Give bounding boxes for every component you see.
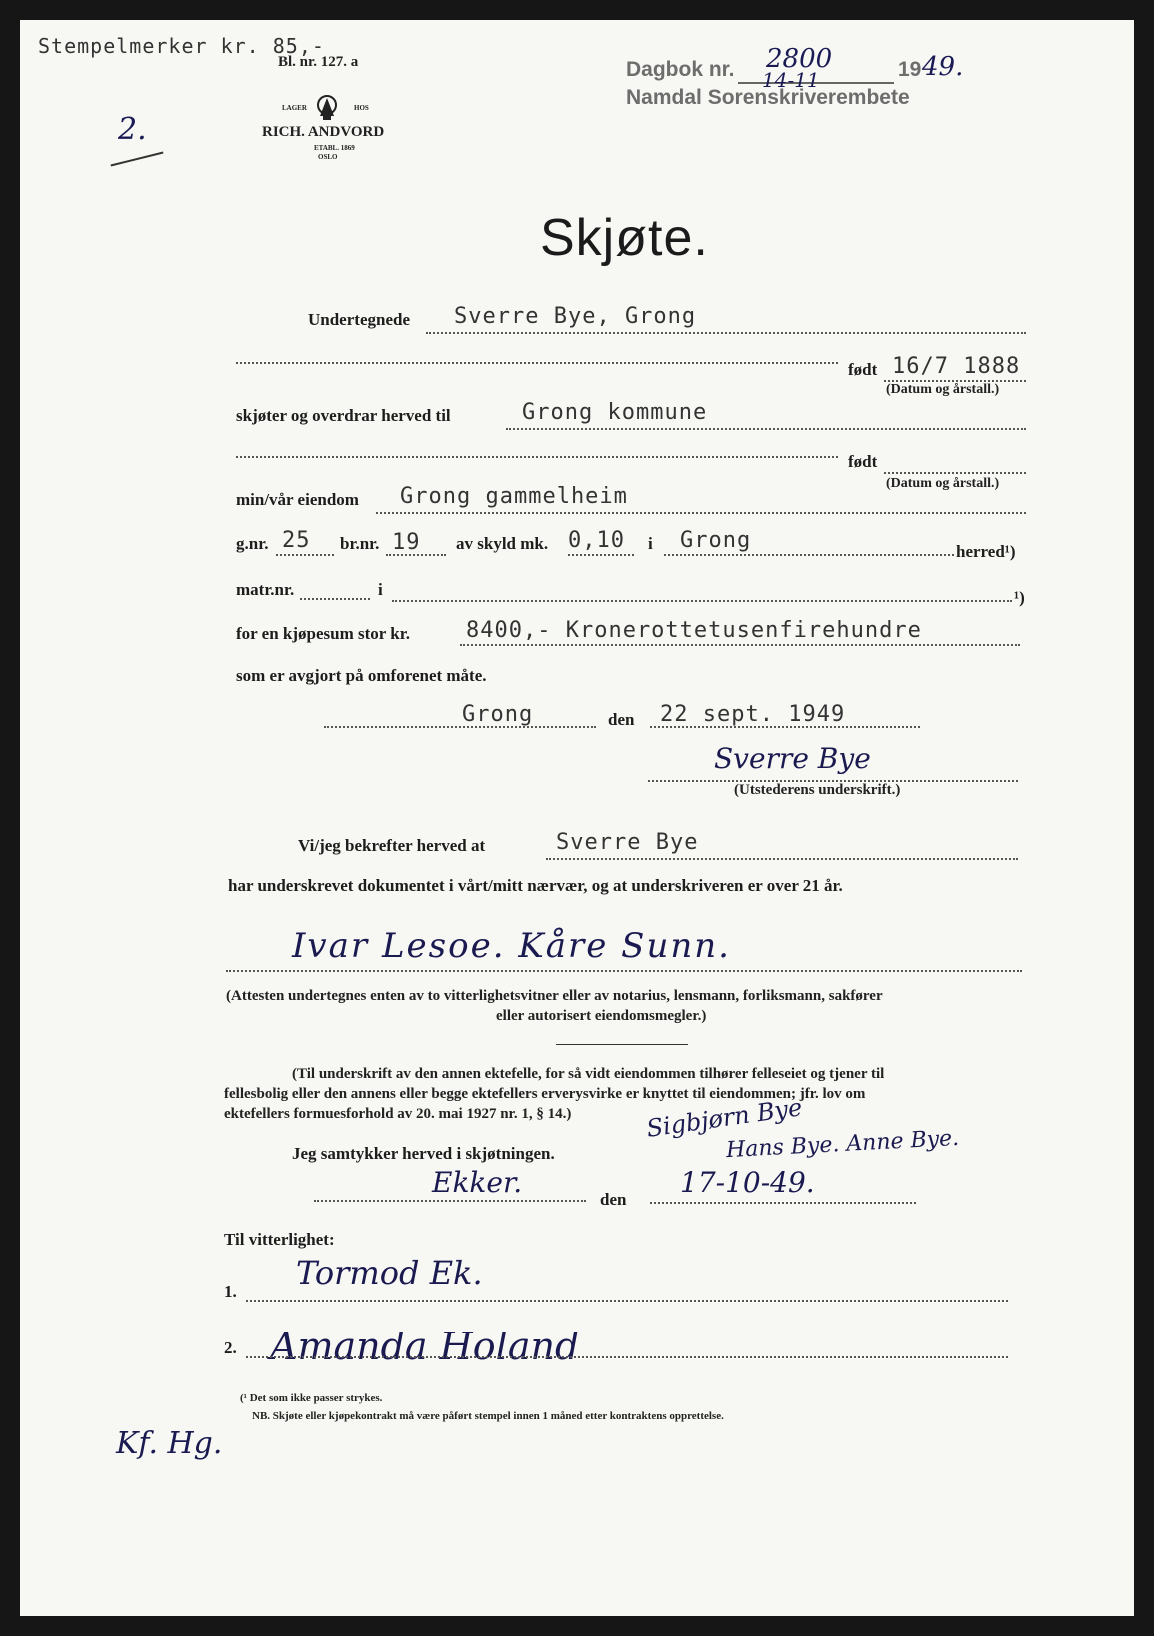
witness-2-number: 2.: [224, 1338, 237, 1357]
municipality-value: Grong: [680, 528, 752, 553]
spouse-date: 17-10-49.: [680, 1166, 815, 1199]
spouse-date-line: [650, 1202, 916, 1204]
property-line: [376, 512, 1026, 514]
price-label: for en kjøpesum stor kr.: [236, 624, 410, 643]
date-label: den: [608, 710, 635, 729]
municipality-line: [664, 554, 954, 556]
spouse-date-label: den: [600, 1190, 627, 1209]
attestation-note-1: (Attesten undertegnes enten av to vitterlighetsvitner eller av notarius, lensmann, forliksmann, sakfører: [226, 988, 883, 1004]
printer-top-left: LAGER: [282, 104, 307, 112]
date-value: 22 sept. 1949: [660, 702, 846, 727]
witness-2-signature: Amanda Holand: [270, 1332, 580, 1368]
date-line: [650, 726, 920, 728]
spouse-text-2: fellesbolig eller den annens eller begge ektefellers erverysvirke er knyttet til eiendommen; jfr. lov om: [224, 1086, 866, 1102]
registry-stamp: [626, 44, 966, 140]
printer-established: ETABL. 1869: [314, 144, 355, 152]
place-value: Grong: [462, 702, 534, 727]
brnr-value: 19: [392, 530, 421, 555]
matr-in-line: [392, 600, 1012, 602]
witness-2-line: [246, 1356, 1008, 1358]
property-label: min/vår eiendom: [236, 490, 359, 509]
in-label: i: [648, 534, 653, 553]
confirm-text: har underskrevet dokumentet i vårt/mitt nærvær, og at underskriveren er over 21 år.: [228, 876, 843, 895]
page-mark-stroke: [111, 151, 164, 166]
printer-mark: [252, 84, 402, 176]
form-number: Bl. nr. 127. a: [278, 54, 359, 70]
undersigned-line: [426, 332, 1026, 334]
transfer-line: [506, 428, 1026, 430]
spouse-signature-1: Sigbjørn Bye: [644, 1093, 804, 1143]
tax-value: 0,10: [568, 528, 625, 553]
margin-note: Kf. Hg.: [116, 1426, 223, 1461]
witness-1-number: 1.: [224, 1282, 237, 1301]
born2-label: født: [848, 452, 878, 471]
attestation-note-2: eller autorisert eiendomsmegler.): [496, 1008, 707, 1024]
spouse-place: Ekker.: [432, 1166, 523, 1199]
born-label: født: [848, 360, 878, 379]
transfer-value: Grong kommune: [522, 400, 708, 425]
undersigned-value: Sverre Bye, Grong: [454, 304, 697, 329]
printer-city: OSLO: [318, 153, 338, 161]
spouse-signature-2: Hans Bye. Anne Bye.: [725, 1125, 960, 1164]
tax-label: av skyld mk.: [456, 534, 549, 553]
date-hint-2: (Datum og årstall.): [886, 476, 1000, 491]
matr-in-label: i: [378, 580, 383, 599]
undersigned-label: Undertegnede: [308, 310, 410, 329]
settled-text: som er avgjort på omforenet måte.: [236, 666, 487, 685]
printer-logo-icon: [314, 92, 340, 122]
registry-office: Namdal Sorenskriverembete: [626, 86, 910, 109]
section-divider: [556, 1044, 688, 1045]
gnr-label: g.nr.: [236, 534, 269, 553]
footnote-1: (¹ Det som ikke passer strykes.: [240, 1392, 383, 1404]
registry-label: Dagbok nr.: [626, 58, 735, 81]
footnote-2: NB. Skjøte eller kjøpekontrakt må være påført stempel innen 1 måned etter kontraktens opprettelse.: [252, 1410, 724, 1422]
herred-label: herred¹): [956, 542, 1016, 561]
spouse-place-line: [314, 1200, 586, 1202]
issuer-caption: (Utstederens underskrift.): [734, 782, 901, 798]
registry-year-prefix: 19: [898, 58, 922, 81]
witness-1-signature: Tormod Ek.: [296, 1254, 483, 1292]
stamp-duty-note: Stempelmerker kr. 85,-: [38, 34, 325, 58]
witness-2-signature-area: [246, 1332, 616, 1372]
spouse-text-3: ektefellers formuesforhold av 20. mai 1927 nr. 1, § 14.): [224, 1106, 572, 1122]
matr-note: ¹): [1014, 588, 1025, 607]
matr-line: [300, 598, 370, 600]
spouse-text-1: (Til underskrift av den annen ektefelle, for så vidt eiendommen tilhører felleseiet og tjener til: [292, 1066, 885, 1082]
brnr-label: br.nr.: [340, 534, 380, 553]
born-value: 16/7 1888: [892, 354, 1021, 379]
transfer-line-2: [236, 456, 838, 458]
born2-line: [884, 472, 1026, 474]
brnr-line: [386, 554, 446, 556]
place-line: [324, 726, 596, 728]
witness-1-line: [246, 1300, 1008, 1302]
price-line: [460, 644, 1020, 646]
printer-name: RICH. ANDVORD: [262, 124, 385, 140]
witness-label: Til vitterlighet:: [224, 1230, 335, 1249]
registry-date: 14-11: [762, 68, 820, 92]
confirm-label: Vi/jeg bekrefter herved at: [298, 836, 486, 855]
document-title: Skjøte.: [540, 209, 709, 267]
tax-line: [568, 554, 634, 556]
property-value: Grong gammelheim: [400, 484, 628, 509]
price-value: 8400,- Kronerottetusenfirehundre: [466, 618, 922, 643]
witness-signatures-line: [226, 970, 1022, 972]
registry-number: 2800: [766, 44, 833, 74]
confirm-value: Sverre Bye: [556, 830, 699, 855]
witness-signatures: Ivar Lesoe. Kåre Sunn.: [292, 926, 731, 966]
confirm-line: [546, 858, 1018, 860]
consent-text: Jeg samtykker herved i skjøtningen.: [292, 1144, 555, 1163]
transfer-label: skjøter og overdrar herved til: [236, 406, 451, 425]
gnr-value: 25: [282, 528, 311, 553]
gnr-line: [276, 554, 334, 556]
page-mark: 2.: [118, 112, 147, 147]
undersigned-line-2: [236, 362, 838, 364]
matr-label: matr.nr.: [236, 580, 295, 599]
date-hint: (Datum og årstall.): [886, 382, 1000, 397]
printer-top-right: HOS: [354, 104, 369, 112]
registry-year: 49.: [922, 52, 964, 82]
issuer-signature: Sverre Bye: [714, 742, 871, 775]
document-sheet: [20, 20, 1134, 1616]
